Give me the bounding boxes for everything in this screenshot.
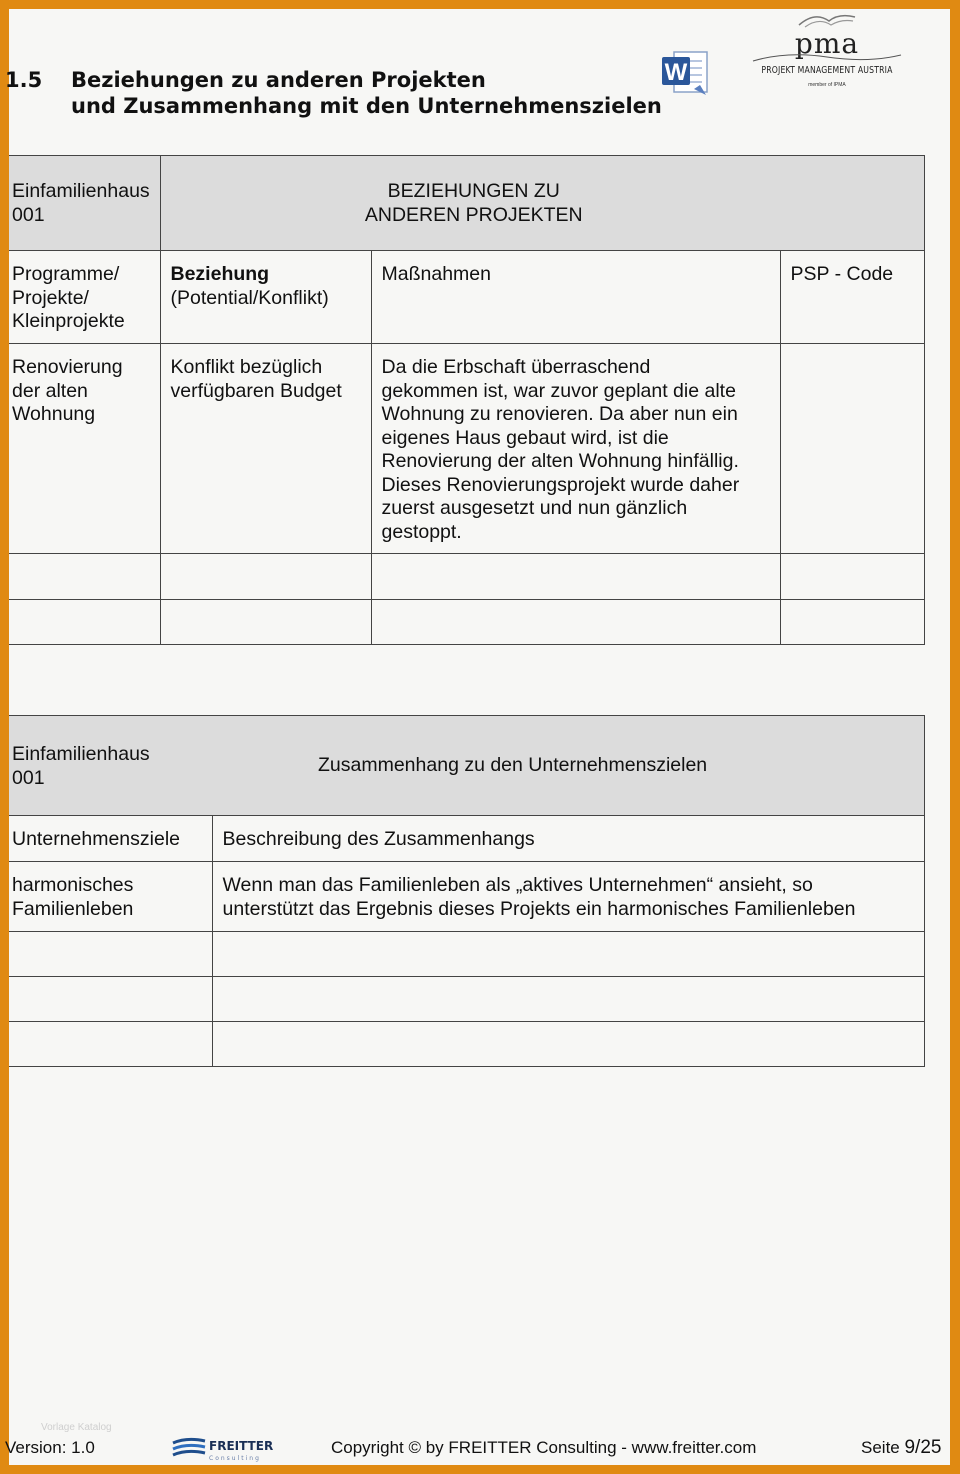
section-title-line1: Beziehungen zu anderen Projekten xyxy=(71,68,486,92)
table-row xyxy=(9,344,924,554)
goals-title-text: Zusammenhang zu den Unternehmenszielen xyxy=(318,754,708,776)
title-row-empty-cell xyxy=(780,156,924,251)
cell-line: Konflikt bezüglich xyxy=(170,356,323,378)
cell-line: verfügbaren Budget xyxy=(170,379,342,402)
cell-line: Da die Erbschaft überraschend xyxy=(381,356,651,378)
page-footer xyxy=(5,1422,950,1465)
cell-line: unterstützt das Ergebnis dieses Projekts ein harmonisches Familienleben xyxy=(222,897,856,920)
cell-psp-code xyxy=(780,344,924,554)
pma-logo-subtitle: PROJEKT MANAGEMENT AUSTRIA xyxy=(761,65,893,76)
cell-line: der alten xyxy=(12,379,88,402)
header-relation xyxy=(160,251,371,344)
empty-cell xyxy=(212,977,924,1022)
header-psp-code: PSP - Code xyxy=(780,251,924,344)
footer-page-number: 9/25 xyxy=(904,1437,942,1458)
relations-header-row xyxy=(9,251,924,344)
empty-cell xyxy=(371,600,780,645)
cell-description xyxy=(212,862,924,932)
header-goals: Unternehmensziele xyxy=(9,816,212,862)
pma-logo xyxy=(747,11,907,97)
footer-page xyxy=(861,1437,941,1459)
empty-cell xyxy=(9,1022,212,1067)
project-number: 001 xyxy=(12,203,45,226)
cell-line: eigenes Haus gebaut wird, ist die xyxy=(381,426,669,449)
project-cell xyxy=(9,156,160,251)
goals-header-row xyxy=(9,816,924,862)
cell-line: Familienleben xyxy=(12,897,134,920)
empty-cell xyxy=(780,554,924,600)
cell-line: Renovierung der alten Wohnung hinfällig. xyxy=(381,450,739,472)
cell-line: gestoppt. xyxy=(381,520,462,543)
project-number: 001 xyxy=(12,766,45,789)
cell-line: harmonisches xyxy=(12,874,134,896)
empty-cell xyxy=(9,554,160,600)
header-projects-line: Projekte/ xyxy=(12,286,89,309)
pma-logo-underline xyxy=(747,51,907,63)
empty-cell xyxy=(160,600,371,645)
freitter-logo-text: FREITTER xyxy=(209,1439,274,1453)
footer-page-label: Seite xyxy=(861,1438,900,1457)
footer-faint-text: Vorlage Katalog xyxy=(41,1422,112,1433)
header-relation-sub: (Potential/Konflikt) xyxy=(170,286,329,309)
empty-cell xyxy=(371,554,780,600)
empty-cell xyxy=(212,1022,924,1067)
footer-copyright: Copyright © by FREITTER Consulting - www.freitter.com xyxy=(331,1438,757,1457)
empty-cell xyxy=(780,600,924,645)
cell-line: Dieses Renovierungsprojekt wurde daher xyxy=(381,473,740,496)
footer-version: Version: 1.0 xyxy=(5,1438,95,1457)
table-row-empty xyxy=(9,600,924,645)
cell-measures xyxy=(371,344,780,554)
goals-table xyxy=(9,715,925,1067)
empty-cell xyxy=(212,932,924,977)
goals-table-title xyxy=(212,716,924,816)
pma-logo-name: pma xyxy=(794,27,860,60)
cell-line: Wenn man das Familienleben als „aktives Unternehmen“ ansieht, so xyxy=(222,874,813,896)
pma-logo-member: member of IPMA xyxy=(808,82,846,88)
cell-line: gekommen ist, war zuvor geplant die alte xyxy=(381,379,736,402)
header-projects-line: Kleinprojekte xyxy=(12,310,125,332)
empty-cell xyxy=(9,600,160,645)
header-relation-bold: Beziehung xyxy=(170,263,270,285)
project-name: Einfamilienhaus xyxy=(12,180,150,202)
cell-line: Wohnung zu renovieren. Da aber nun ein xyxy=(381,403,738,425)
cell-line: Wohnung xyxy=(12,403,96,425)
project-name: Einfamilienhaus xyxy=(12,743,150,765)
relations-table-title xyxy=(160,156,780,251)
header-projects xyxy=(9,251,160,344)
table-row-empty xyxy=(9,932,924,977)
cell-line: Renovierung xyxy=(12,356,123,378)
cell-project xyxy=(9,344,160,554)
table-row-empty xyxy=(9,554,924,600)
word-icon-letter: W xyxy=(664,59,688,86)
project-cell xyxy=(9,716,212,816)
table-row-empty xyxy=(9,1022,924,1067)
empty-cell xyxy=(160,554,371,600)
word-document-icon[interactable] xyxy=(660,49,710,97)
section-title-line2: und Zusammenhang mit den Unternehmenszielen xyxy=(71,94,662,118)
relations-table-title-row xyxy=(9,156,924,251)
empty-cell xyxy=(9,932,212,977)
header-projects-line: Programme/ xyxy=(12,263,120,285)
cell-goal xyxy=(9,862,212,932)
cell-relation xyxy=(160,344,371,554)
table-row-empty xyxy=(9,977,924,1022)
goals-table-title-row xyxy=(9,716,924,816)
empty-cell xyxy=(9,977,212,1022)
freitter-logo-sub: Consulting xyxy=(209,1455,261,1462)
section-number: 1.5 xyxy=(5,68,43,92)
relations-title-line1: BEZIEHUNGEN ZU xyxy=(387,180,560,202)
relations-title-line2: ANDEREN PROJEKTEN xyxy=(364,203,583,226)
relations-table xyxy=(9,155,925,645)
cell-line: zuerst ausgesetzt und nun gänzlich xyxy=(381,497,688,519)
document-page xyxy=(5,9,950,1465)
header-description: Beschreibung des Zusammenhangs xyxy=(212,816,924,862)
freitter-logo[interactable] xyxy=(171,1435,281,1463)
table-row xyxy=(9,862,924,932)
header-measures: Maßnahmen xyxy=(371,251,780,344)
